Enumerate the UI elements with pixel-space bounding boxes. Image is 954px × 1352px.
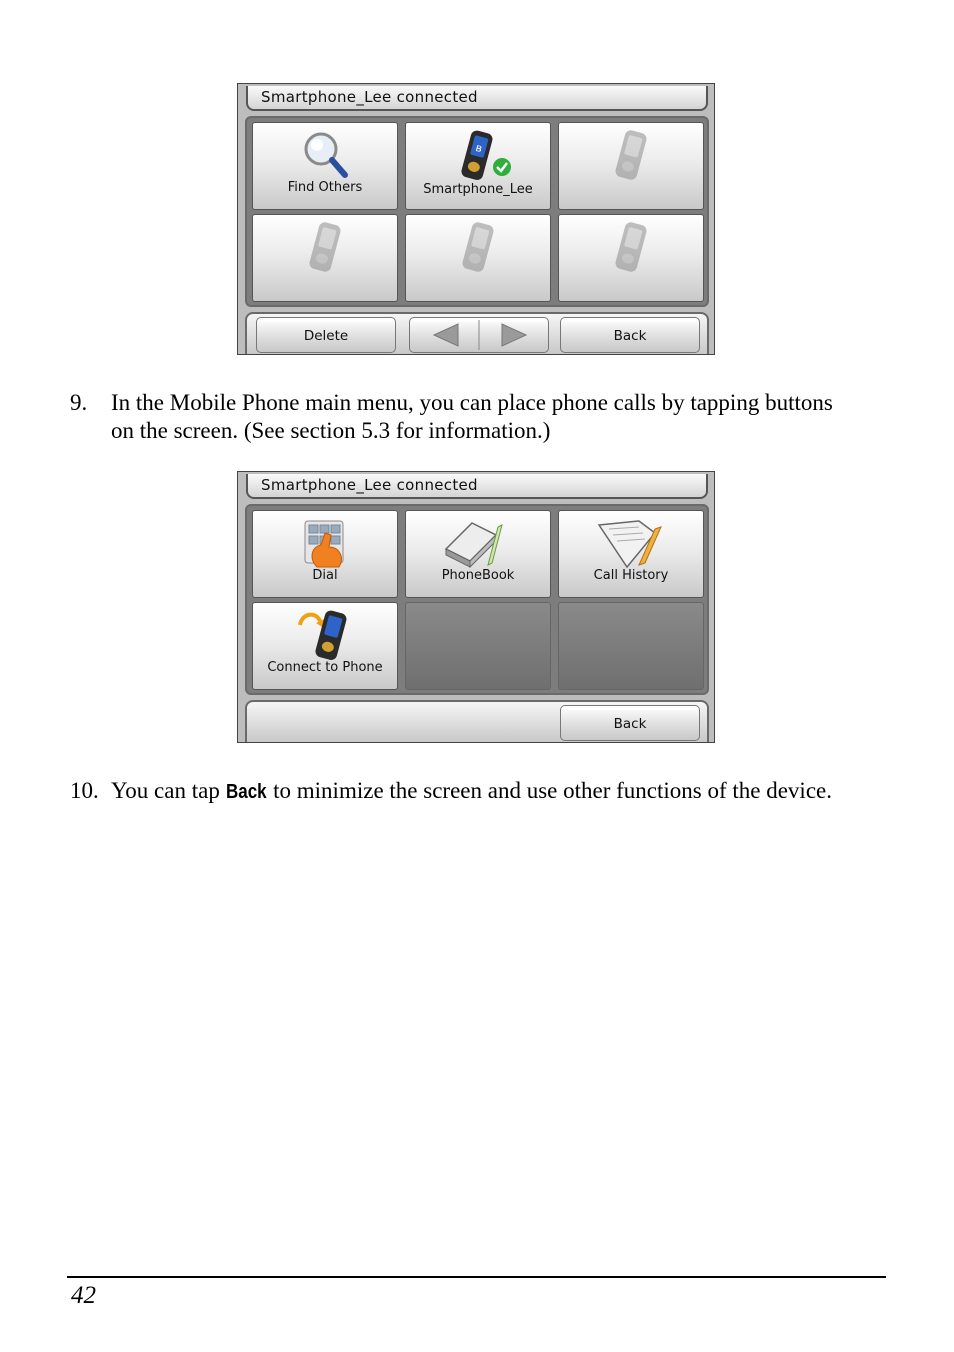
phonebook-button[interactable] <box>405 510 551 598</box>
status-title: Smartphone_Lee connected <box>246 86 708 111</box>
back-label: Back <box>613 328 647 344</box>
step-text-after: to minimize the screen and use other functions of the device. <box>273 778 832 803</box>
find-others-button[interactable] <box>252 122 398 210</box>
tile-label: Connect to Phone <box>267 660 383 675</box>
back-button[interactable] <box>560 705 700 741</box>
back-keyword: Back <box>225 781 267 803</box>
step-number: 9. <box>70 390 88 415</box>
tile-label: Find Others <box>287 180 363 195</box>
step-number: 10. <box>70 778 99 803</box>
screenshot-bluetooth-device-list <box>237 83 715 355</box>
step-text-before: You can tap <box>111 778 220 803</box>
page-number: 42 <box>71 1282 96 1309</box>
bottom-toolbar <box>245 312 709 354</box>
screenshot-mobile-phone-menu <box>237 471 715 743</box>
delete-button[interactable] <box>256 317 396 353</box>
arrow-left-icon[interactable] <box>410 318 480 352</box>
phone-icon <box>606 127 656 185</box>
phone-icon <box>606 219 656 277</box>
call-history-button[interactable] <box>558 510 704 598</box>
empty-menu-slot <box>558 602 704 690</box>
dial-button[interactable] <box>252 510 398 598</box>
svg-text:ʙ: ʙ <box>474 140 484 156</box>
tile-label: Dial <box>312 568 338 583</box>
phone-icon <box>453 219 503 277</box>
bottom-toolbar <box>245 700 709 742</box>
status-title: Smartphone_Lee connected <box>246 474 708 499</box>
footer-rule <box>67 1276 886 1278</box>
smartphone-lee-button[interactable] <box>405 122 551 210</box>
arrow-right-icon[interactable] <box>480 318 550 352</box>
call-history-icon <box>593 515 669 571</box>
step-text-line2: on the screen. (See section 5.3 for information.) <box>111 418 551 443</box>
delete-label: Delete <box>303 328 349 344</box>
step-text-line1: In the Mobile Phone main menu, you can place phone calls by tapping buttons <box>111 390 833 415</box>
empty-device-slot[interactable] <box>252 214 398 302</box>
menu-grid <box>245 504 709 695</box>
magnifier-icon <box>297 127 353 183</box>
dial-icon <box>295 515 355 573</box>
phone-icon <box>300 219 350 277</box>
empty-device-slot[interactable] <box>405 214 551 302</box>
connect-to-phone-button[interactable] <box>252 602 398 690</box>
empty-menu-slot <box>405 602 551 690</box>
back-button[interactable] <box>560 317 700 353</box>
page-nav-buttons <box>409 317 549 353</box>
empty-device-slot[interactable] <box>558 122 704 210</box>
back-label: Back <box>613 716 647 732</box>
tile-label: PhoneBook <box>441 568 515 583</box>
empty-device-slot[interactable] <box>558 214 704 302</box>
step-text <box>111 777 832 806</box>
tile-label: Smartphone_Lee <box>423 182 533 197</box>
device-grid <box>245 116 709 307</box>
phone-connected-icon <box>446 127 516 185</box>
phonebook-icon <box>438 515 518 571</box>
tile-label: Call History <box>593 568 669 583</box>
connect-phone-icon <box>290 607 360 665</box>
